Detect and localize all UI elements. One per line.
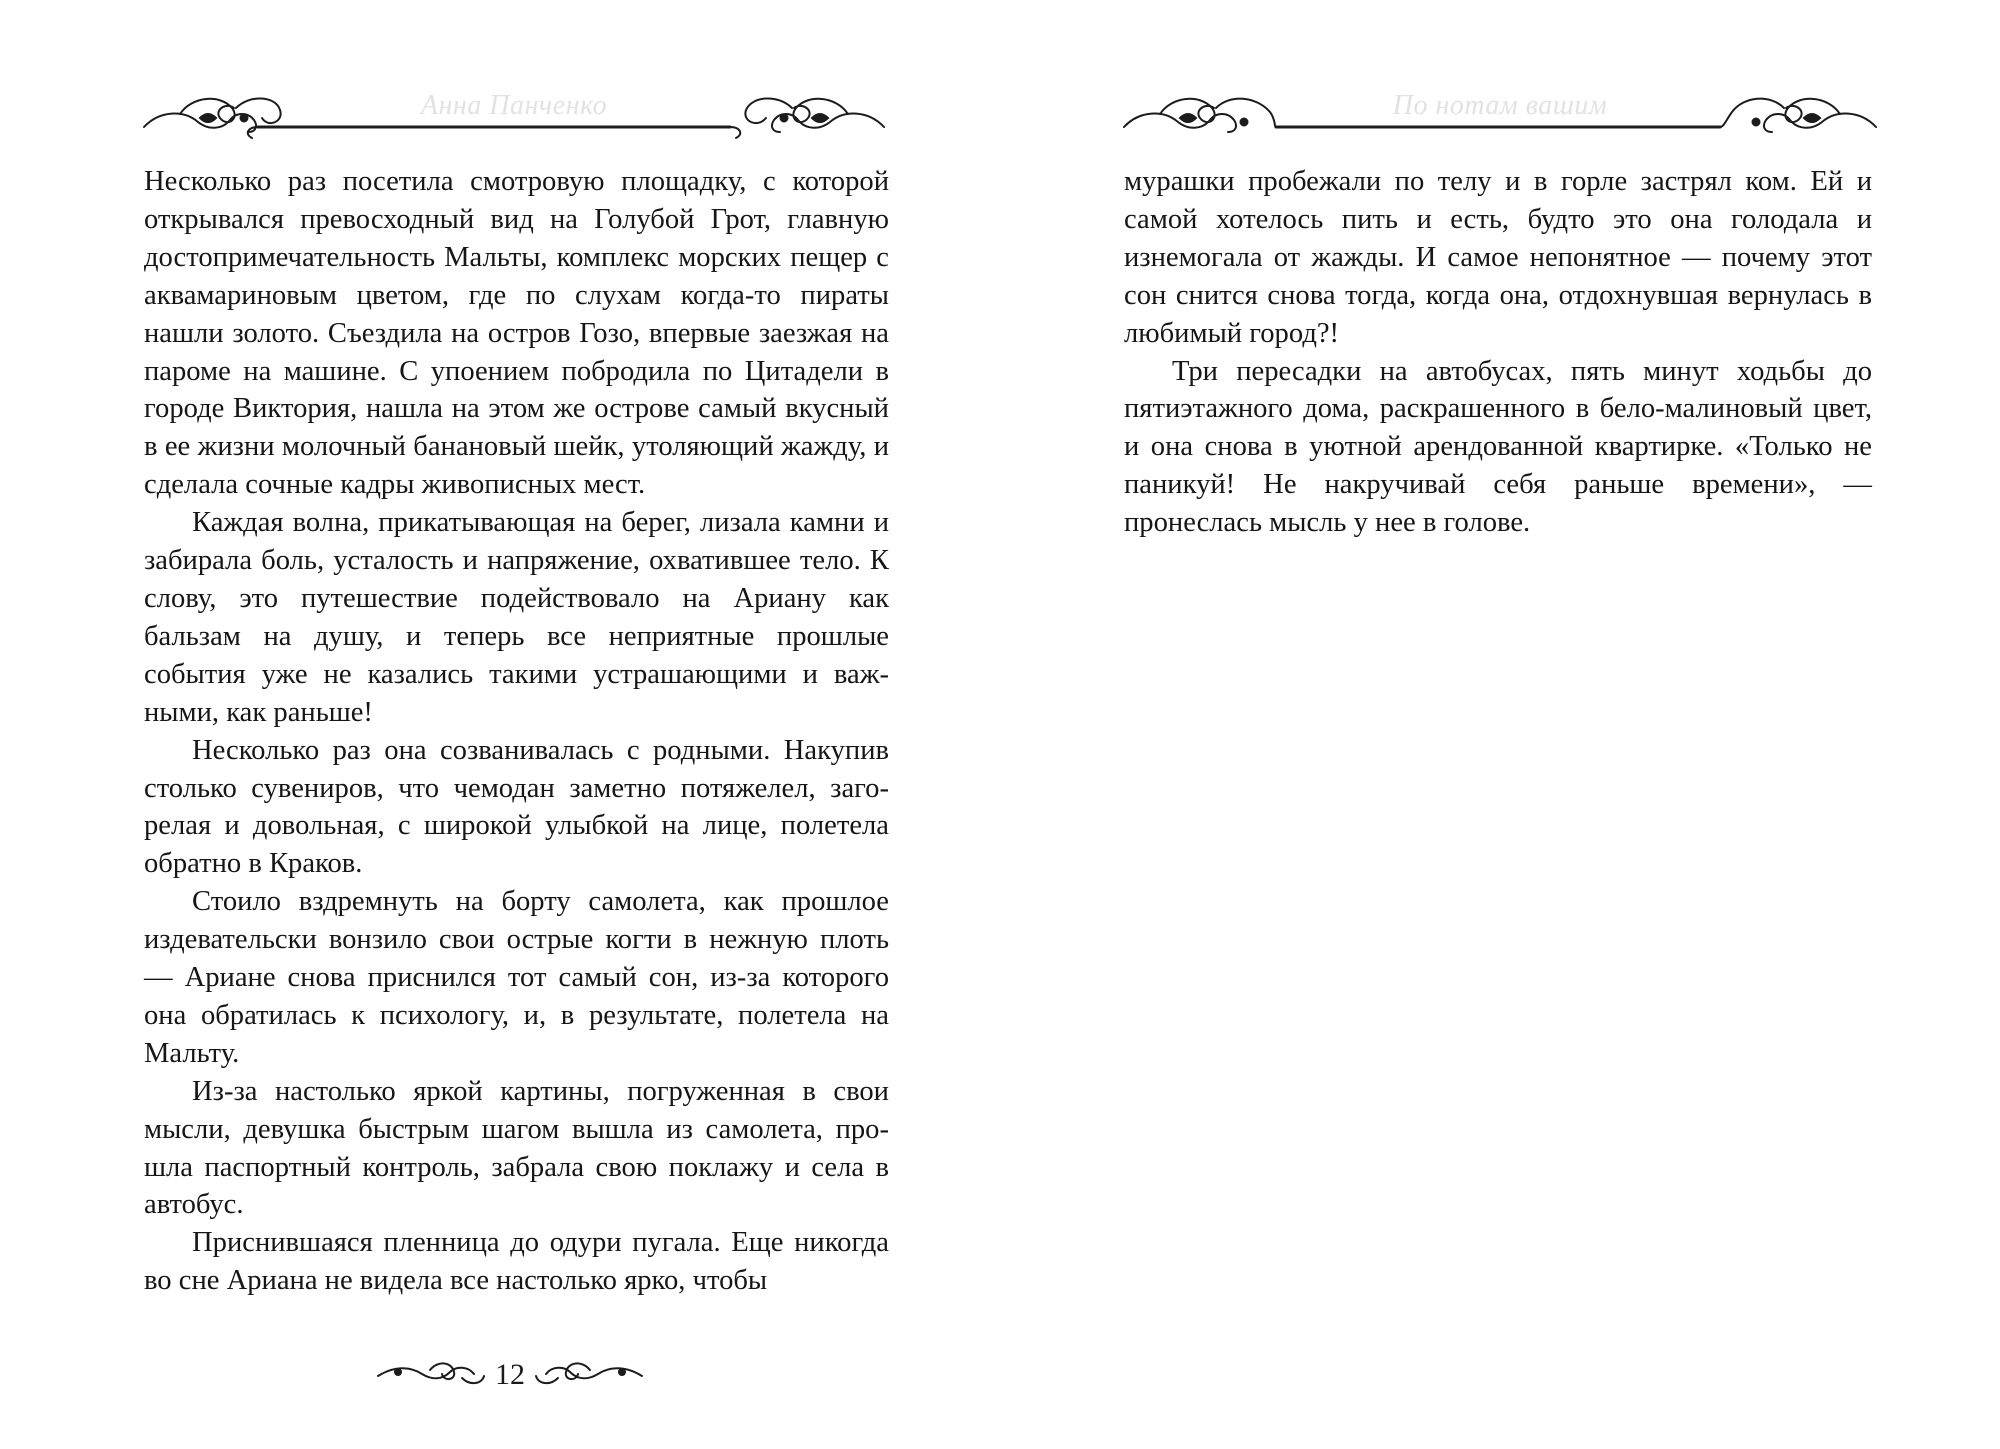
paragraph: мурашки пробежали по телу и в горле застрял ком. Ей и самой хотелось пить и есть, будто это она голодала и изнемогала от жажды. И самое непонятное — почему этот сон снится снова тогда, когда она, отдохнувшая вернулась в любимый город?! (1124, 166, 1872, 349)
paragraph: Три пересадки на автобусах, пять минут ходьбы до пятиэтажного дома, раскрашенного в бело-малиновый цвет, и она снова в уютной арендованной квартирке. «Только не паникуй! Не накручивай себя раньше времени», — пронеслась мысль у нее в голове. (1124, 355, 1872, 539)
left-page-header (140, 88, 888, 148)
page-number: 12 (495, 1358, 525, 1391)
paragraph: Несколько раз она созванивалась с родными. Накупив столько сувениров, что чемодан заметно потяжелел, загорелая и довольная, с широкой улыбкой на лице, полетела обратно в Краков. (144, 734, 889, 880)
paragraph: Каждая волна, прикатывающая на берег, лизала камни и забирала боль, усталость и напряжение, охватившее тело. К слову, это путешествие подействовало на Ариану как бальзам на душу, и теперь все неприятные прошлые события уже не казались такими устрашающими и важными, как раньше! (144, 507, 889, 728)
right-page (1000, 0, 2000, 1449)
running-title: По нотам вашим (1392, 90, 1608, 121)
left-page-body (144, 163, 889, 1300)
paragraph: Стоило вздремнуть на борту самолета, как прошлое издевательски вонзило свои острые когти в нежную плоть — Ариане снова приснился тот самый сон, из-за которого она обратилась к психологу, и, в результате, полетела на Мальту. (144, 886, 889, 1069)
paragraph: Несколько раз посетила смотровую площадку, с которой открывался превосходный вид на Голубой Грот, главную достопримечательность Мальты, комплекс морских пещер с аквамариновым цветом, где по слухам когда-то пираты нашли золото. Съездила на остров Гозо, впервые заезжая на пароме на машине. С упоением побродила по Цитадели в городе Виктория, нашла на этом же острове самый вкусный в ее жизни молочный банановый шейк, утоляющий жажду, и сделала сочные кадры живописных мест. (144, 166, 889, 501)
right-page-body (1124, 163, 1872, 542)
paragraph: Из-за настолько яркой картины, погруженная в свои мысли, девушка быстрым шагом вышла из самолета, прошла паспортный контроль, забрала свою поклажу и села в автобус. (144, 1075, 889, 1221)
right-page-header (1120, 88, 1880, 148)
paragraph: Приснившаяся пленница до одури пугала. Еще никогда во сне Ариана не видела все настолько ярко, чтобы (144, 1227, 889, 1297)
page-footer (370, 1350, 650, 1400)
running-title: Анна Панченко (420, 90, 608, 121)
